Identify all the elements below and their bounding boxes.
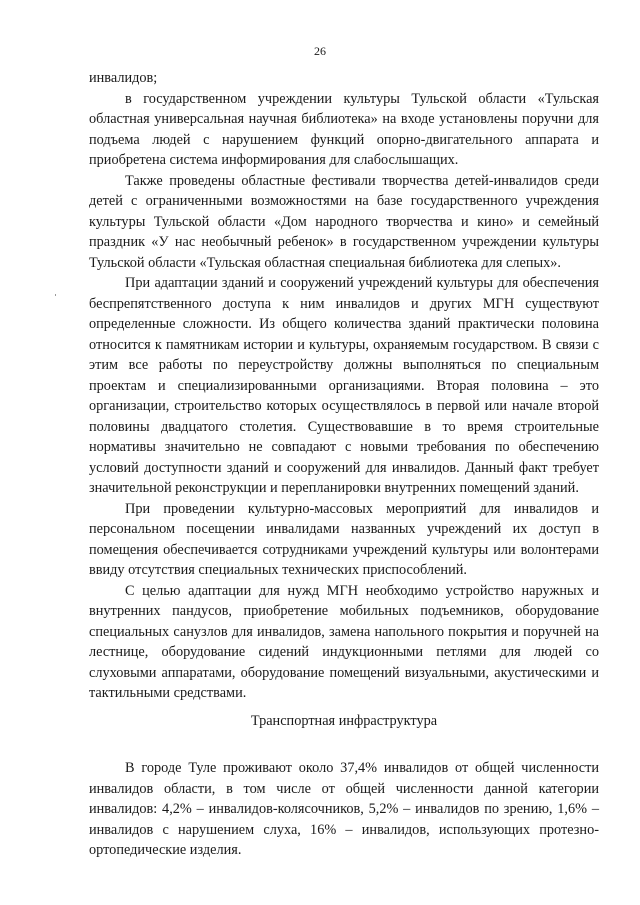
paragraph-library-handrails: в государственном учреждении культуры Тульской области «Тульская областная универсальная научная библиотека» на входе установлены поручни для подъема людей с нарушением функций опорно-двигательного аппарата и приобретена система информирования для слабослышащих.	[89, 90, 599, 168]
paragraph-festivals: Также проведены областные фестивали творчества детей-инвалидов среди детей с ограниченными возможностями на базе государственного учреждения культуры Тульской области «Дом народного творчества и кино» и семейный праздник «У нас необычный ребенок» в государственном учреждении культуры Тульской области «Тульская областная специальная библиотека для слепых».	[89, 172, 599, 271]
paragraph-adaptation-measures: С целью адаптации для нужд МГН необходимо устройство наружных и внутренних пандусов, приобретение мобильных подъемников, оборудование специальных санузлов для инвалидов, замена напольного покрытия и поручней на лестнице, оборудование сидений индукционными петлями для людей со слуховыми аппаратами, оборудование помещений визуальными, акустическими и тактильными средствами.	[89, 582, 599, 701]
paragraph-building-adaptation: При адаптации зданий и сооружений учреждений культуры для обеспечения беспрепятственного доступа к ним инвалидов и других МГН существуют определенные сложности. Из общего количества зданий практически половина относится к памятникам истории и культуры, охраняемым государством. В связи с этим все работы по переустройству должны выполняться по специальным проектам и специализированными организациями. Вторая половина – это организации, строительство которых осуществлялось в первой или начале второй половины двадцатого столетия. Существовавшие в то время строительные нормативы значительно не совпадают с новыми требования по обеспечению условий доступности зданий и сооружений для инвалидов. Данный факт требует значительной реконструкции и перепланировки внутренних помещений зданий.	[89, 275, 599, 496]
paragraph-transport-stats: В городе Туле проживают около 37,4% инвалидов от общей численности инвалидов области, в том числе от общей численности данной категории инвалидов: 4,2% – инвалидов-колясочников, 5,2% – инвалидов по зрению, 1,6% – инвалидов с нарушением слуха, 16% – инвалидов, использующих протезно-ортопедические изделия.	[89, 760, 599, 858]
scan-mark	[55, 294, 56, 296]
section-heading: Транспортная инфраструктура	[250, 712, 438, 729]
paragraph-events-access: При проведении культурно-массовых мероприятий для инвалидов и персональном посещении инвалидами названных учреждений их доступ в помещения обеспечивается сотрудниками учреждений культуры или волонтерами ввиду отсутствия специальных технических приспособлений.	[89, 500, 599, 578]
paragraph-continuation: инвалидов;	[89, 70, 158, 86]
page-number: 26	[314, 44, 326, 58]
document-body	[89, 68, 599, 861]
